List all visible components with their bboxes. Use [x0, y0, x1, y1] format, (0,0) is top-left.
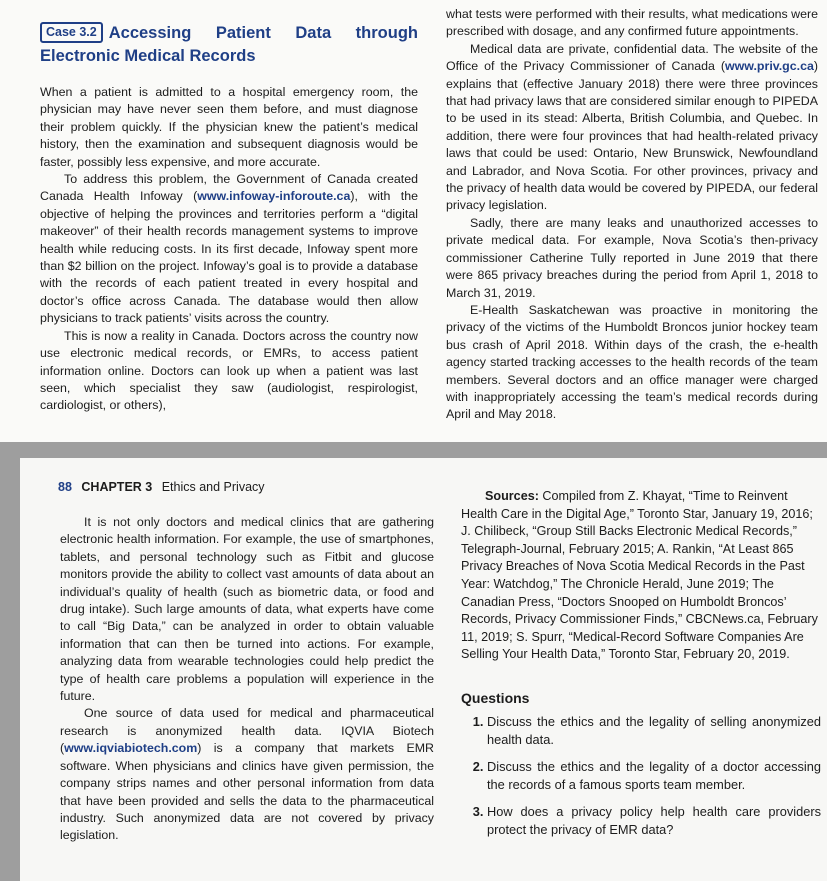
paragraph: Medical data are private, confidential data. The website of the Office of the Privacy Commissioner of Canada (www.priv.gc.ca) explains that (effective January 2018) there were three provinces that had privacy laws that are considered similar enough to PIPEDA to be used in its stead: Alberta, British Columbia, and Quebec. In addition, there were four provinces that had health-related privacy laws that could be used: Ontario, New Brunswick, Newfoundland and Labrador, and Nova Scotia. For other provinces, privacy and the privacy of health data would be covered by PIPEDA, our federal privacy legislation. — [446, 41, 818, 213]
website-url: www.iqviabiotech.com — [64, 741, 198, 756]
sources-text: Compiled from Z. Khayat, “Time to Reinvent Health Care in the Digital Age,” Toronto Star, January 19, 2016; J. Chilibeck, “Group Still Backs Electronic Medical Records,” Telegraph-Journal, February 2015; A. Rankin, “At Least 865 Privacy Breaches of Nova Scotia Medical Records in the Past Year: Watchdog,” The Chronicle Herald, June 2019; The Canadian Press, “Doctors Snooped on Humboldt Broncos’ Records, Privacy Commissioner Finds,” CBCNews.ca, February 11, 2019; S. Spurr, “Medical-Record Software Companies Are Selling Your Health Data,” Toronto Star, February 20, 2019. — [461, 489, 818, 662]
case-title: Accessing Patient Data through Electronic Medical Records — [40, 24, 418, 65]
paragraph: E-Health Saskatchewan was proactive in monitoring the privacy of the victims of the Humboldt Broncos junior hockey team bus crash of April 2018. Within days of the crash, the e-health agency started tracking accesses to the health records of the team members. Several doctors and an office manager were charged with inappropriately accessing the team’s medical records during April and May 2018. — [446, 302, 818, 422]
page-number: 88 — [58, 480, 72, 494]
paragraph: what tests were performed with their results, what medications were prescribed with dosage, and any confirmed future appointments. — [446, 7, 818, 39]
question-item: 1. Discuss the ethics and the legality of selling anonymized health data. — [487, 713, 821, 749]
bottom-left-column — [60, 514, 434, 845]
paragraph: One source of data used for medical and pharmaceutical research is anonymized health data. IQVIA Biotech (www.iqviabiotech.com) is a company that markets EMR software. When physicians and clinics have given permission, the company strips names and other personal information from data that have been provided and sells the data to the pharmaceutical industry. Such anonymized data are not covered by privacy legislation. — [60, 706, 434, 843]
questions-heading: Questions — [461, 689, 530, 706]
paragraph: When a patient is admitted to a hospital emergency room, the physician may have never seen them before, and must diagnose their problem quickly. If the physician knew the patient’s medical history, then the examination and subsequent diagnosis would be faster, possibly less expensive, and more accurate. — [40, 85, 418, 169]
chapter-label: CHAPTER 3 — [81, 480, 153, 494]
sources-note — [461, 488, 821, 664]
paragraph: This is now a reality in Canada. Doctors across the country now use electronic medical records, or EMRs, to access patient information online. Doctors can look up when a patient was last seen, which specialist they saw (audiologist, respirologist, cardiologist, or others), — [40, 328, 418, 413]
paragraph: It is not only doctors and medical clinics that are gathering electronic health information. For example, the use of smartphones, tablets, and personal technology such as Fitbit and glucose monitors provide the ability to collect vast amounts of data about an individual’s quality of health (such as biometric data, or food and drug intake). Such large amounts of data, what experts have come to call “Big Data,” can be analyzed in order to obtain valuable information that can then be turned into actions. For example, analyzing data from wearable technologies could help predict the type of health care problems a population will experience in the future. — [60, 515, 434, 704]
top-right-column — [446, 6, 818, 424]
question-item: 3. How does a privacy policy help health care providers protect the privacy of EMR data? — [487, 803, 821, 839]
questions-list — [461, 713, 821, 839]
paragraph: To address this problem, the Government of Canada created Canada Health Infoway (www.infoway-inforoute.ca), with the objective of helping the provinces and territories perform a “digital makeover” of their health records management systems to improve health while reducing costs. In its first decade, Infoway spent more than $2 billion on the project. Infoway’s goal is to provide a database with the records of each patient treated in every hospital and doctor’s office across Canada. The database would then allow physicians to track patients’ visits across the country. — [40, 172, 418, 326]
sources-label: Sources: — [485, 489, 539, 503]
case-heading — [40, 22, 418, 68]
case-badge: Case 3.2 — [40, 22, 103, 43]
chapter-title: Ethics and Privacy — [161, 480, 265, 494]
bottom-page — [20, 458, 827, 881]
question-item: 2. Discuss the ethics and the legality of a doctor accessing the records of a famous sports team member. — [487, 758, 821, 794]
bottom-right-column — [461, 488, 821, 848]
website-url: www.priv.gc.ca — [725, 59, 814, 74]
paragraph: Sadly, there are many leaks and unauthorized accesses to private medical data. For example, Nova Scotia’s then-privacy commissioner Catherine Tully reported in June 2019 that there were 865 privacy breaches during the period from April 1, 2018 to March 31, 2019. — [446, 215, 818, 300]
website-url: www.infoway-inforoute.ca — [197, 189, 351, 204]
running-header — [58, 480, 265, 494]
top-left-column — [40, 22, 418, 415]
